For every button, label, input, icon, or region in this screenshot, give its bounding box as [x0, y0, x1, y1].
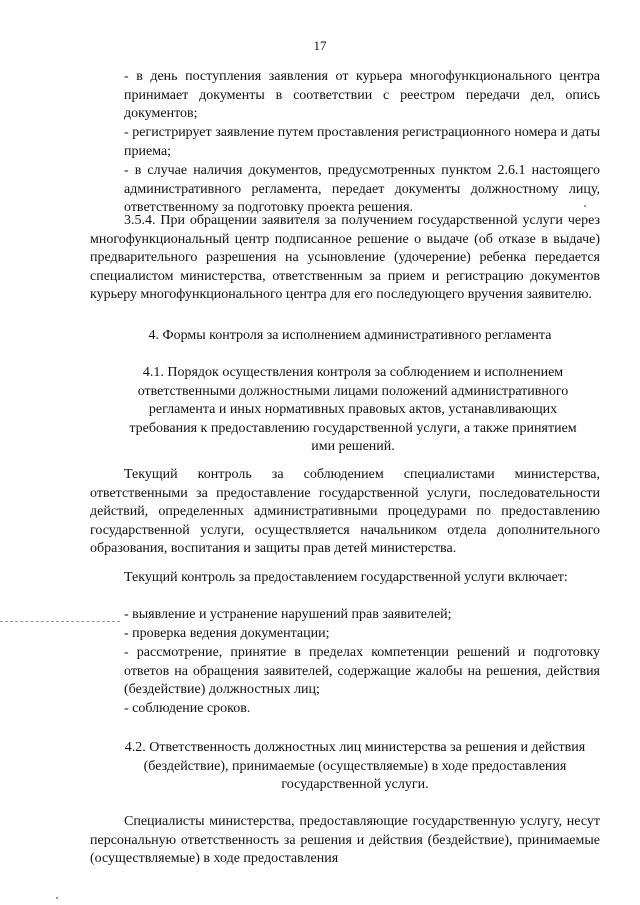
- paragraph-control-includes: Текущий контроль за предоставлением государственной услуги включает:: [124, 570, 568, 585]
- heading-4-1: 4.1. Порядок осуществления контроля за соблюдением и исполнением ответственными должностными лицами положений административного регламента и иных нормативных правовых актов, устанавливающих требования к предоставлению государственной услуги, а также принятием ими решений.: [129, 365, 577, 455]
- scan-artifact-line: [0, 621, 120, 622]
- scan-artifact-dot: [584, 205, 586, 207]
- paragraph-transfer-docs: - в случае наличия документов, предусмотренных пунктом 2.6.1 настоящего административного регламента, передает документы должностному лицу, ответственному за подготовку проекта решения.: [124, 163, 600, 216]
- list-item-deadlines: - соблюдение сроков.: [124, 701, 251, 716]
- paragraph-current-control: Текущий контроль за соблюдением специалистами министерства, ответственными за предоставление государственной услуги, последовательности действий, определенных административными процедурами по предоставлению государственной услуги, осуществляется начальником отдела дополнительного образования, воспитания и защиты прав детей министерства.: [90, 467, 600, 557]
- page-number: 17: [313, 38, 327, 53]
- list-item-documentation: - проверка ведения документации;: [124, 626, 330, 641]
- paragraph-specialists-responsibility: Специалисты министерства, предоставляющие государственную услугу, несут персональную ответственность за решения и действия (бездействие), принимаемые (осуществляемые) в ходе предоставления: [90, 814, 600, 867]
- list-item-consideration: - рассмотрение, принятие в пределах компетенции решений и подготовку ответов на обращения заявителей, содержащие жалобы на решения, действия (бездействие) должностных лиц;: [124, 645, 600, 698]
- paragraph-3-5-4: 3.5.4. При обращении заявителя за получением государственной услуги через многофункциональный центр подписанное решение о выдаче (об отказе в выдаче) предварительного разрешения на усыновление (удочерение) ребенка передается специалистом министерства, ответственным за прием и регистрацию документов курьеру многофункционального центра для его последующего вручения заявителю.: [90, 213, 600, 303]
- scan-artifact-dot: [56, 897, 58, 899]
- list-item-violations: - выявление и устранение нарушений прав заявителей;: [124, 607, 452, 622]
- heading-4-2: 4.2. Ответственность должностных лиц министерства за решения и действия (бездействие), принимаемые (осуществляемые) в ходе предоставления государственной услуги.: [124, 740, 586, 793]
- section-4-heading: 4. Формы контроля за исполнением административного регламента: [148, 328, 552, 343]
- paragraph-register: - регистрирует заявление путем проставления регистрационного номера и даты приема;: [124, 125, 600, 159]
- paragraph-courier-accept: - в день поступления заявления от курьера многофункционального центра принимает документы в соответствии с реестром передачи дел, опись документов;: [124, 69, 600, 122]
